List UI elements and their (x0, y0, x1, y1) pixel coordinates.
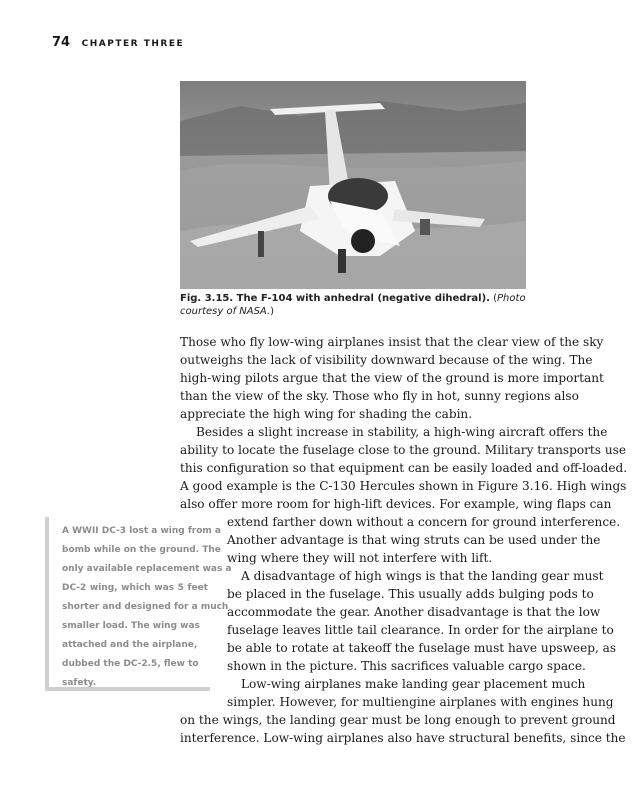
page-number: 74 (52, 35, 71, 50)
body-line: appreciate the high wing for shading the cabin. (180, 407, 473, 421)
aircraft-photo-illustration (180, 81, 526, 289)
credit-close: ) (270, 306, 275, 317)
body-line: than the view of the sky. Those who fly in hot, sunny regions also (180, 389, 579, 403)
body-line: Besides a slight increase in stability, a high-wing aircraft offers the (196, 425, 608, 439)
body-line: extend farther down without a concern for ground interference. (227, 515, 621, 529)
body-line: outweighs the lack of visibility downward because of the wing. The (180, 353, 593, 367)
credit-open: ( (493, 293, 498, 304)
body-line: Low-wing airplanes make landing gear placement much (241, 677, 586, 691)
body-line: A disadvantage of high wings is that the landing gear must (241, 569, 604, 583)
running-header (52, 31, 184, 50)
body-line: interference. Low-wing airplanes also have structural benefits, since the (180, 731, 626, 745)
body-line: fuselage leaves little tail clearance. In order for the airplane to (227, 623, 614, 637)
figure-caption (180, 292, 540, 318)
sidebar-line: bomb while on the ground. The (62, 545, 221, 555)
sidebar-line: A WWII DC-3 lost a wing from a (62, 526, 221, 536)
body-line: simpler. However, for multiengine airplanes with engines hung (227, 695, 614, 709)
sidebar-line: attached and the airplane, (62, 640, 198, 650)
body-line: wing where they will not interfere with lift. (227, 551, 493, 565)
figure-label: Fig. 3.15. The F-104 with anhedral (negative dihedral). (180, 293, 490, 304)
body-line: accommodate the gear. Another disadvantage is that the low (227, 605, 601, 619)
sidebar-line: smaller load. The wing was (62, 621, 200, 631)
sidebar-line: safety. (62, 678, 97, 688)
sidebar-line: DC-2 wing, which was 5 feet (62, 583, 208, 593)
body-line: ability to locate the fuselage close to the ground. Military transports use (180, 443, 626, 457)
chapter-title: CHAPTER THREE (81, 39, 185, 49)
body-line: Another advantage is that wing struts can be used under the (227, 533, 601, 547)
body-line: on the wings, the landing gear must be long enough to prevent ground (180, 713, 616, 727)
figure-credit: Photo courtesy of NASA. (180, 293, 526, 317)
body-line: high-wing pilots argue that the view of the ground is more important (180, 371, 604, 385)
body-line: Those who fly low-wing airplanes insist that the clear view of the sky (180, 335, 604, 349)
sidebar-line: only available replacement was a (62, 564, 232, 574)
body-line: also offer more room for high-lift devices. For example, wing flaps can (180, 497, 612, 511)
body-line: be placed in the fuselage. This usually adds bulging pods to (227, 587, 594, 601)
body-line: be able to rotate at takeoff the fuselage must have upsweep, as (227, 641, 617, 655)
body-line: A good example is the C-130 Hercules shown in Figure 3.16. High wings (180, 479, 627, 493)
sidebar-line: dubbed the DC-2.5, flew to (62, 659, 199, 669)
sidebar-line: shorter and designed for a much (62, 602, 229, 612)
body-line: shown in the picture. This sacrifices valuable cargo space. (227, 659, 586, 673)
figure-photo (180, 81, 526, 289)
body-line: this configuration so that equipment can be easily loaded and off-loaded. (180, 461, 628, 475)
